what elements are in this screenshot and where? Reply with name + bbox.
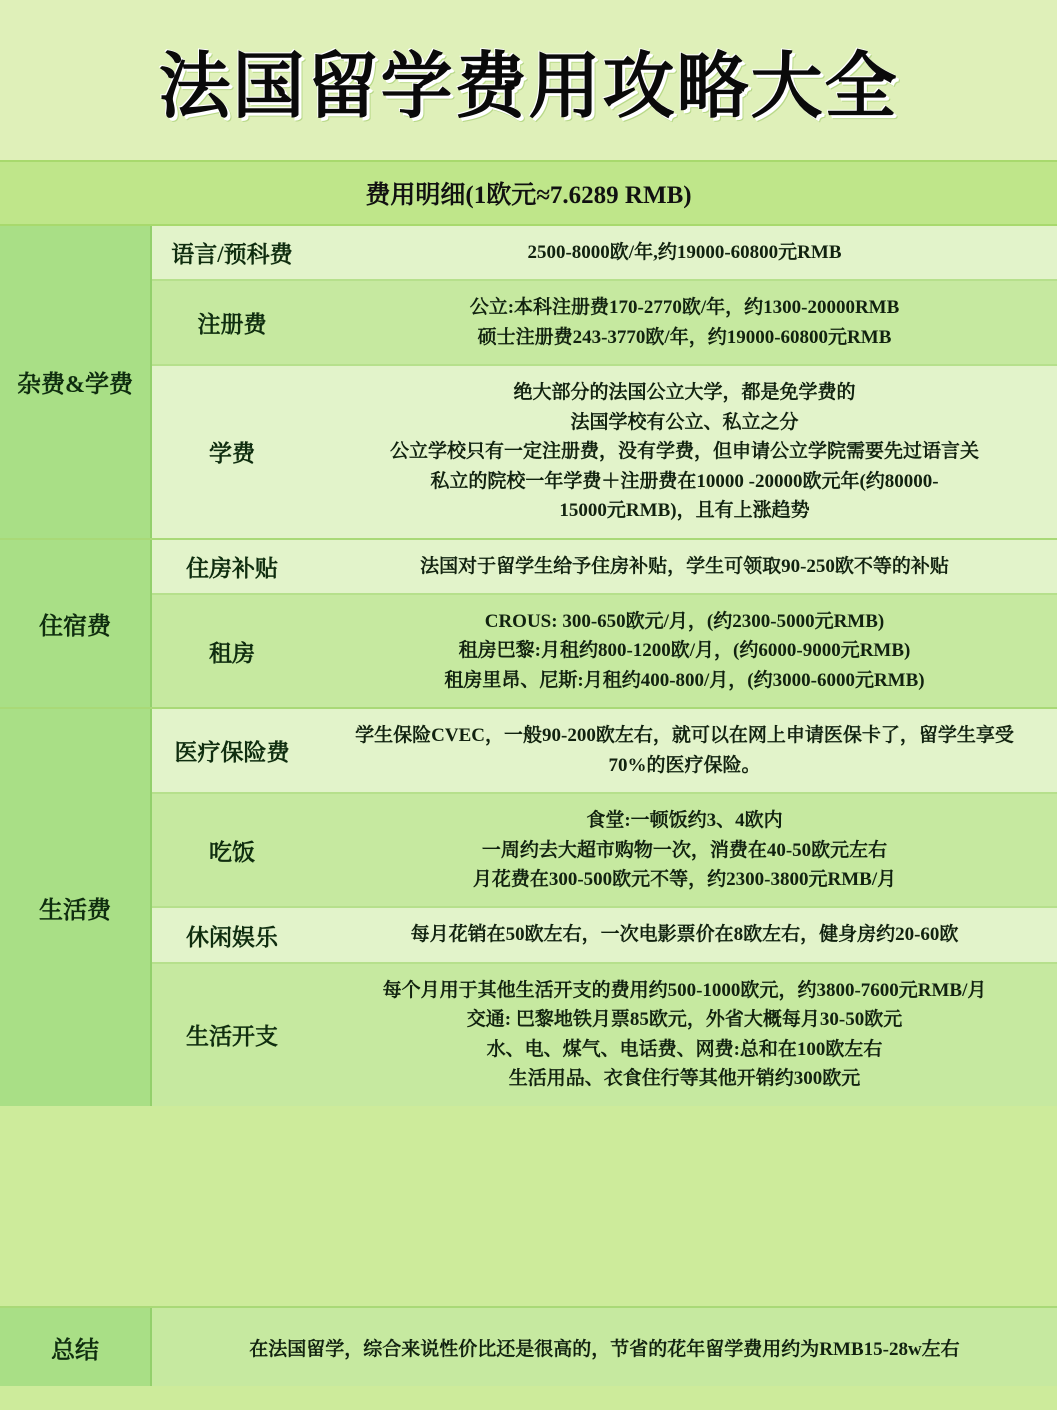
row-value bbox=[312, 366, 1057, 537]
page-title: 法国留学费用攻略大全 bbox=[158, 44, 899, 128]
table-row bbox=[152, 794, 1057, 908]
row-label: 医疗保险费 bbox=[174, 740, 290, 766]
row-line: 15000元RMB)，且有上涨趋势 bbox=[559, 500, 810, 522]
row-line: 私立的院校一年学费＋注册费在10000 -20000欧元年(约80000- bbox=[430, 470, 939, 492]
group-label: 杂费&学费 bbox=[0, 226, 152, 538]
row-label: 生活开支 bbox=[186, 1024, 278, 1050]
group-rows bbox=[152, 540, 1057, 708]
row-line: 水、电、煤气、电话费、网费:总和在100欧左右 bbox=[486, 1038, 883, 1060]
table-row bbox=[152, 281, 1057, 366]
row-line: 生活用品、衣食住行等其他开销约300欧元 bbox=[508, 1068, 861, 1090]
group-rows bbox=[152, 709, 1057, 1105]
summary-row bbox=[0, 1306, 1057, 1386]
summary-text: 在法国留学，综合来说性价比还是很高的，节省的花年留学费用约为RMB15-28w左右 bbox=[152, 1308, 1057, 1386]
row-value bbox=[312, 709, 1057, 792]
table-row bbox=[152, 226, 1057, 281]
row-line: 月花费在300-500欧元不等，约2300-3800元RMB/月 bbox=[472, 869, 897, 890]
subtitle-bar bbox=[0, 160, 1057, 226]
cost-table bbox=[0, 226, 1057, 1306]
summary-label: 总结 bbox=[0, 1308, 152, 1386]
row-value bbox=[312, 281, 1057, 364]
table-group-tuition bbox=[0, 226, 1057, 540]
table-row bbox=[152, 908, 1057, 963]
row-line: 交通: 巴黎地铁月票85欧元，外省大概每月30-50欧元 bbox=[466, 1009, 903, 1031]
row-value bbox=[312, 595, 1057, 707]
row-line: 食堂:一顿饭约3、4欧内 bbox=[586, 810, 783, 832]
row-value bbox=[312, 964, 1057, 1106]
table-row bbox=[152, 366, 1057, 537]
table-group-living bbox=[0, 709, 1057, 1105]
table-row bbox=[152, 595, 1057, 707]
subtitle-text: 费用明细(1欧元≈7.6289 RMB) bbox=[365, 182, 692, 209]
row-value bbox=[312, 540, 1057, 593]
row-line: 法国对于留学生给予住房补贴，学生可领取90-250欧不等的补贴 bbox=[420, 555, 949, 577]
row-value bbox=[312, 908, 1057, 961]
row-line: 一周约去大超市购物一次，消费在40-50欧元左右 bbox=[481, 839, 888, 861]
row-line: 每个月用于其他生活开支的费用约500-1000欧元，约3800-7600元RMB/月 bbox=[382, 979, 987, 1001]
row-line: 法国学校有公立、私立之分 bbox=[570, 411, 799, 433]
row-line: 每月花销在50欧左右，一次电影票价在8欧左右，健身房约20-60欧 bbox=[410, 924, 959, 946]
title-bar bbox=[0, 0, 1057, 160]
row-value bbox=[312, 226, 1057, 279]
group-label: 住宿费 bbox=[0, 540, 152, 708]
row-line: 2500-8000欧/年,约19000-60800元RMB bbox=[527, 242, 842, 263]
row-line: 公立学校只有一定注册费，没有学费，但申请公立学院需要先过语言关 bbox=[389, 441, 979, 463]
row-label: 住房补贴 bbox=[186, 555, 278, 581]
row-line: 租房巴黎:月租约800-1200欧/月，(约6000-9000元RMB) bbox=[458, 640, 911, 662]
row-label: 租房 bbox=[209, 640, 255, 666]
table-group-housing bbox=[0, 540, 1057, 710]
row-line: 绝大部分的法国公立大学，都是免学费的 bbox=[513, 382, 856, 404]
bottom-strip bbox=[0, 1386, 1057, 1410]
row-value bbox=[312, 794, 1057, 906]
table-row bbox=[152, 709, 1057, 794]
row-label: 学费 bbox=[209, 441, 255, 467]
row-line: CROUS: 300-650欧元/月，(约2300-5000元RMB) bbox=[484, 610, 885, 632]
row-line: 硕士注册费243-3770欧/年，约19000-60800元RMB bbox=[477, 326, 892, 348]
row-label: 休闲娱乐 bbox=[186, 924, 278, 950]
table-row bbox=[152, 540, 1057, 595]
table-row bbox=[152, 964, 1057, 1106]
row-line: 租房里昂、尼斯:月租约400-800/月，(约3000-6000元RMB) bbox=[444, 669, 925, 691]
row-line: 学生保险CVEC，一般90-200欧左右，就可以在网上申请医保卡了，留学生享受 bbox=[355, 725, 1014, 747]
group-rows bbox=[152, 226, 1057, 538]
row-label: 注册费 bbox=[197, 312, 267, 338]
group-label: 生活费 bbox=[0, 709, 152, 1105]
row-line: 70%的医疗保险。 bbox=[608, 754, 761, 776]
row-label: 吃饭 bbox=[209, 839, 255, 865]
row-line: 公立:本科注册费170-2770欧/年，约1300-20000RMB bbox=[469, 297, 900, 319]
row-label: 语言/预科费 bbox=[171, 242, 293, 268]
